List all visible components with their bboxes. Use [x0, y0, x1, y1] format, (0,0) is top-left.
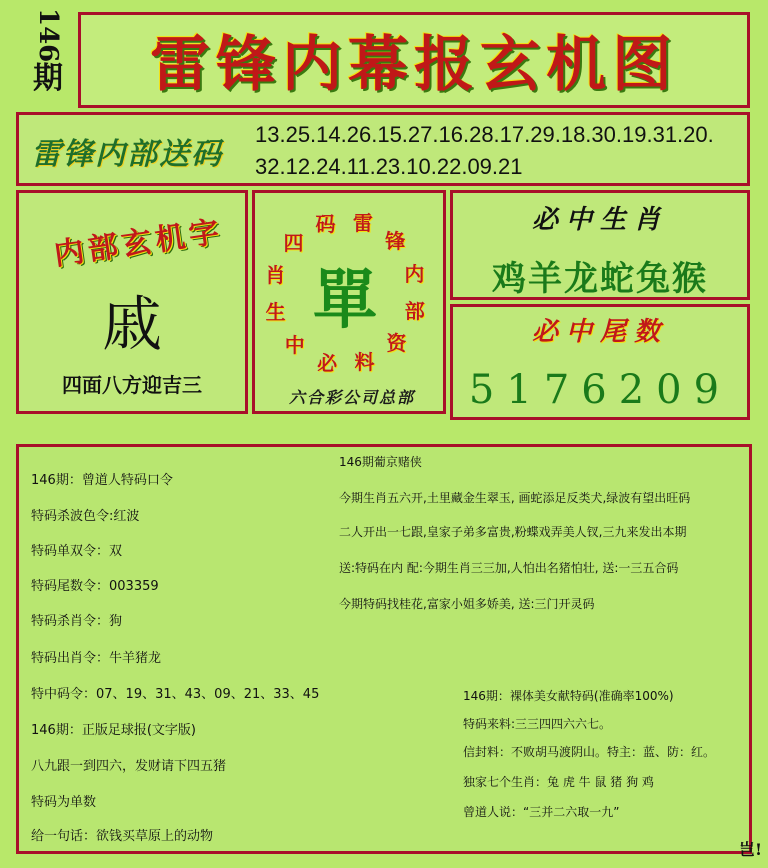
ring-char: 必	[317, 350, 338, 375]
tip-right-bottom-line: 独家七个生肖：兔 虎 牛 鼠 猪 狗 鸡	[463, 775, 654, 789]
ring-char: 资	[386, 331, 407, 356]
company-label: 六合彩公司总部	[288, 388, 415, 407]
tips-section	[16, 444, 752, 854]
internal-code-label: 雷锋内部送码	[31, 137, 223, 172]
tip-left-line: 特码尾数令：003359	[31, 579, 159, 594]
mystery-word-badge	[43, 207, 233, 273]
tip-right-top-line: 今期生肖五六开,土里藏金生翠玉, 画蛇添足反类犬,绿波有望出旺码	[339, 491, 691, 505]
tip-right-top-line: 二人开出一七跟,皇家子弟多富贵,粉蝶戏弄美人钗,三九来发出本期	[339, 525, 687, 539]
mystery-word-panel	[16, 190, 248, 414]
page-title-box	[78, 12, 750, 108]
internal-code-box	[16, 112, 750, 186]
ring-char: 料	[354, 350, 375, 375]
zodiac-list: 鸡羊龙蛇兔猴	[492, 259, 708, 299]
tip-left-line: 给一句话：欲钱买草原上的动物	[31, 829, 214, 844]
ring-char: 肖	[265, 263, 286, 288]
tip-left-line: 八九跟一到四六，发财请下四五猪	[31, 759, 227, 774]
tip-right-top-line: 146期葡京赌侠	[339, 455, 422, 469]
issue-number-value: 146	[33, 8, 63, 63]
mystery-word-badge-text: 内部玄机字	[51, 214, 226, 273]
internal-code-line-1: 13.25.14.26.15.27.16.28.17.29.18.30.19.31.20.	[255, 122, 714, 147]
internal-code-line-2: 32.12.24.11.23.10.22.09.21	[255, 154, 523, 179]
tail-number-title: 必中尾数	[531, 317, 668, 347]
ring-char: 雷	[352, 211, 373, 236]
issue-number	[24, 8, 72, 108]
tip-left-line: 特码为单数	[31, 795, 97, 810]
tip-left-line: 特码杀肖令：狗	[31, 614, 123, 629]
tip-right-bottom-line: 信封料：不败胡马渡阴山。特主：蓝、防：红。	[463, 745, 716, 759]
tip-right-bottom-line: 特码来料:三三四四六六七。	[463, 717, 612, 731]
tip-left-line: 特码杀波色令:红波	[31, 509, 140, 524]
odd-even-char: 單	[313, 264, 377, 338]
ring-char: 锋	[385, 229, 406, 254]
corner-mark: 岂!	[738, 840, 762, 859]
page-title: 雷锋内幕报玄机图	[150, 30, 678, 100]
issue-suffix: 期	[33, 61, 63, 97]
tail-number-panel	[450, 304, 750, 420]
tail-number-digits: 5176209	[468, 367, 732, 413]
tip-right-bottom-line: 146期：裸体美女献特码(准确率100%)	[463, 689, 674, 703]
ring-char: 内	[404, 261, 425, 286]
tip-right-bottom-line: 曾道人说：“三并二六取一九”	[463, 805, 620, 819]
internal-code-numbers	[255, 119, 735, 183]
tip-left-line: 特码出肖令：牛羊猪龙	[31, 651, 162, 666]
tip-left-line: 特中码令：07、19、31、43、09、21、33、45	[31, 687, 320, 702]
tip-right-top-line: 今期特码找桂花,富家小姐多娇美, 送:三门开灵码	[339, 597, 595, 611]
zodiac-title: 必中生肖	[531, 205, 668, 235]
tip-left-line: 146期：曾道人特码口令	[31, 473, 173, 488]
ring-char: 中	[284, 332, 305, 357]
ring-char: 生	[265, 300, 286, 325]
mystery-big-char: 戚	[102, 290, 162, 360]
zodiac-panel	[450, 190, 750, 300]
ring-char: 部	[404, 298, 425, 323]
ring-char: 码	[315, 211, 336, 236]
tip-right-top-line: 送:特码在内 配:今期生肖三三加,人怕出名猪怕壮, 送:一三五合码	[339, 561, 679, 575]
ring-char: 四	[283, 230, 304, 255]
mystery-phrase: 四面八方迎吉三	[62, 373, 202, 397]
odd-even-panel	[252, 190, 446, 414]
tip-left-line: 146期：正版足球报(文字版)	[31, 723, 196, 738]
tip-left-line: 特码单双令：双	[31, 544, 123, 559]
